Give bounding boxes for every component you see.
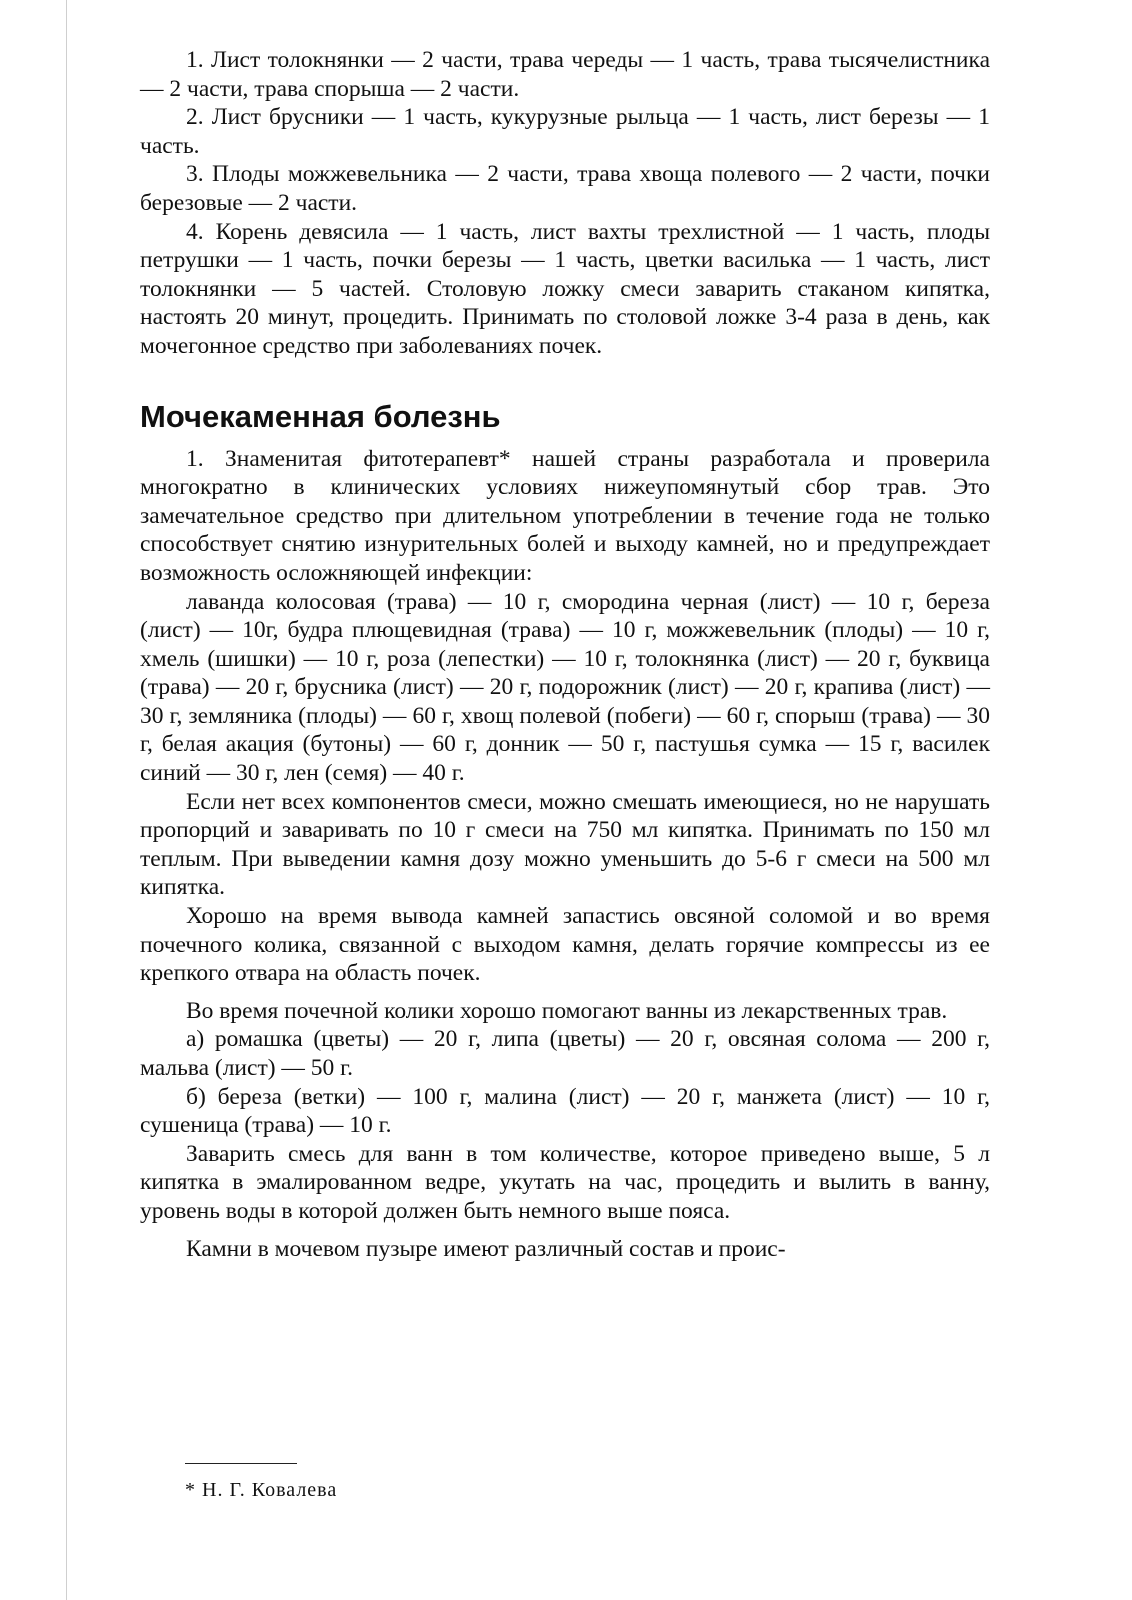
paragraph-oat-straw: Хорошо на время вывода камней запастись овсяной соломой и во время почечного колика, связанной с выходом камня, делать горячие компрессы из ее крепкого отвара на область почек. [140,903,990,987]
paragraph-bath-instructions: Заварить смесь для ванн в том количестве, которое приведено выше, 5 л кипятка в эмалированном ведре, укутать на час, процедить и вылить в ванну, уровень воды в которой должен быть немного выше пояса. [140,1140,990,1224]
paragraph-bladder-stones: Камни в мочевом пузыре имеют различный состав и проис- [186,1235,786,1262]
paragraph-dosage: Если нет всех компонентов смеси, можно смешать имеющиеся, но не нарушать пропорций и заваривать по 10 г смеси на 750 мл кипятка. Принимать по 150 мл теплым. При выведении камня дозу можно уменьшить до 5-6 г смеси на 500 мл кипятка. [140,788,990,901]
paragraph-recipe-1: 1. Лист толокнянки — 2 части, трава череды — 1 часть, трава тысячелистника — 2 части, трава спорыша — 2 части. [140,47,990,102]
section-title: Мочекаменная болезнь [140,398,501,434]
footnote-rule [185,1463,297,1464]
paragraph-bath-a: а) ромашка (цветы) — 20 г, липа (цветы) — 20 г, овсяная солома — 200 г, мальва (лист) — 50 г. [140,1026,990,1081]
paragraph-bath-b: б) береза (ветки) — 100 г, малина (лист) — 20 г, манжета (лист) — 10 г, сушеница (трава) — 10 г. [140,1083,990,1139]
page-left-edge [66,0,67,1600]
paragraph-intro: 1. Знаменитая фитотерапевт* нашей страны разработала и проверила многократно в клинических условиях нижеупомянутый сбор трав. Это замечательное средство при длительном употреблении в течение года не только способствует снятию изнурительных болей и выходу камней, но и предупреждает возможность осложняющей инфекции: [140,445,990,586]
page-content [140,46,990,1263]
paragraph-recipe-2: 2. Лист брусники — 1 часть, кукурузные рыльца — 1 часть, лист березы — 1 часть. [140,104,990,159]
paragraph-herb-list: лаванда колосовая (трава) — 10 г, смородина черная (лист) — 10 г, береза (лист) — 10г, будра плющевидная (трава) — 10 г, можжевельник (плоды) — 10 г, хмель (шишки) — 10 г, роза (лепестки) — 10 г, толокнянка (лист) — 20 г, буквица (трава) — 20 г, брусника (лист) — 20 г, подорожник (лист) — 20 г, крапива (лист) — 30 г, земляника (плоды) — 60 г, хвощ полевой (побеги) — 60 г, спорыш (трава) — 30 г, белая акация (бутоны) — 60 г, донник — 50 г, пастушья сумка — 15 г, василек синий — 30 г, лен (семя) — 40 г. [140,588,990,787]
paragraph-recipe-4: 4. Корень девясила — 1 часть, лист вахты трехлистной — 1 часть, плоды петрушки — 1 часть, почки березы — 1 часть, цветки василька — 1 часть, лист толокнянки — 5 частей. Столовую ложку смеси заварить стаканом кипятка, настоять 20 минут, процедить. Принимать по столовой ложке 3-4 раза в день, как мочегонное средство при заболеваниях почек. [140,218,990,359]
footnote: * Н. Г. Ковалева [185,1479,338,1501]
paragraph-baths: Во время почечной колики хорошо помогают ванны из лекарственных трав. [186,997,948,1024]
paragraph-recipe-3: 3. Плоды можжевельника — 2 части, трава хвоща полевого — 2 части, почки березовые — 2 части. [140,161,990,216]
